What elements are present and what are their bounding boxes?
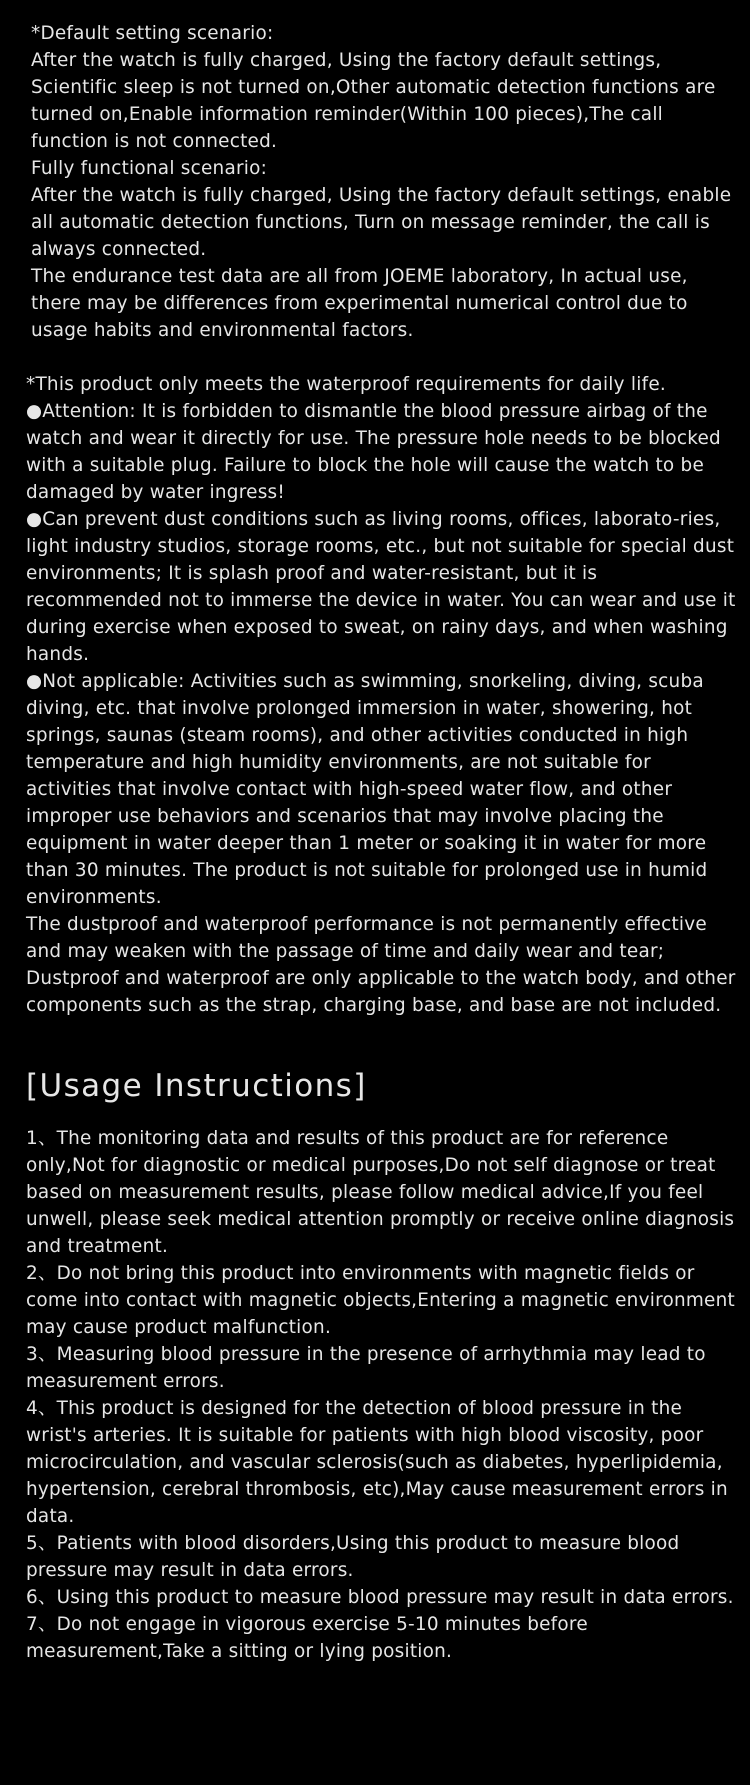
default-scenario-heading: *Default setting scenario: (31, 23, 274, 44)
usage-item: 5、Patients with blood disorders,Using this product to measure blood pressure may result in data errors. (26, 1533, 680, 1581)
usage-item: 1、The monitoring data and results of this product are for reference only,Not for diagnostic or medical purposes,Do not self diagnose or treat based on measurement results, please follow medical advice,If you feel unwell, please seek medical attention promptly or receive online diagnosis and treatment. (26, 1128, 735, 1257)
usage-item: 3、Measuring blood pressure in the presence of arrhythmia may lead to measurement errors. (26, 1344, 706, 1392)
usage-item: 7、Do not engage in vigorous exercise 5-10 minutes before measurement,Take a sitting or lying position. (26, 1614, 588, 1662)
usage-item: 4、This product is designed for the detection of blood pressure in the wrist's arteries. It is suitable for patients with high blood viscosity, poor microcirculation, and vascular sclerosis(such as diabetes, hyperlipidemia, hypertension, cerebral thrombosis, etc),May cause measurement errors in data. (26, 1398, 728, 1527)
waterproof-requirement: *This product only meets the waterproof requirements for daily life. (26, 374, 666, 395)
performance-disclaimer: The dustproof and waterproof performance is not permanently effective and may weaken with the passage of time and daily wear and tear; Dustproof and waterproof are only applicable to the watch body, and other components such as the strap, charging base, and base are not included. (26, 914, 736, 1016)
usage-item: 6、Using this product to measure blood pressure may result in data errors. (26, 1587, 734, 1608)
usage-instructions-heading: [Usage Instructions] (26, 1068, 367, 1104)
full-scenario-text: After the watch is fully charged, Using the factory default settings, enable all automatic detection functions, Turn on message reminder, the call is always connected. (31, 185, 732, 260)
usage-instructions-list (0, 1125, 750, 1665)
usage-item: 2、Do not bring this product into environments with magnetic fields or come into contact with magnetic objects,Entering a magnetic environment may cause product malfunction. (26, 1263, 735, 1338)
default-scenario-text: After the watch is fully charged, Using the factory default settings, Scientific sleep is not turned on,Other automatic detection functions are turned on,Enable information reminder(Within 100 pieces),The call function is not connected. (31, 50, 716, 152)
waterproof-notes (0, 371, 750, 1019)
dustproof-note: ●Can prevent dust conditions such as living rooms, offices, laborato-ries, light industry studios, storage rooms, etc., but not suitable for special dust environments; It is splash proof and water-resistant, but it is recommended not to immerse the device in water. You can wear and use it during exercise when exposed to sweat, on rainy days, and when washing hands. (26, 509, 736, 665)
not-applicable-note: ●Not applicable: Activities such as swimming, snorkeling, diving, scuba diving, etc. that involve prolonged immersion in water, showering, hot springs, saunas (steam rooms), and other activities conducted in high temperature and high humidity environments, are not suitable for activities that involve contact with high-speed water flow, and other improper use behaviors and scenarios that may involve placing the equipment in water deeper than 1 meter or soaking it in water for more than 30 minutes. The product is not suitable for prolonged use in humid environments. (26, 671, 708, 908)
full-scenario-heading: Fully functional scenario: (31, 158, 268, 179)
attention-note: ●Attention: It is forbidden to dismantle the blood pressure airbag of the watch and wear it directly for use. The pressure hole needs to be blocked with a suitable plug. Failure to block the hole will cause the watch to be damaged by water ingress! (26, 401, 721, 503)
endurance-notes (0, 20, 750, 344)
endurance-disclaimer: The endurance test data are all from JOEME laboratory, In actual use, there may be differences from experimental numerical control due to usage habits and environmental factors. (31, 266, 688, 341)
